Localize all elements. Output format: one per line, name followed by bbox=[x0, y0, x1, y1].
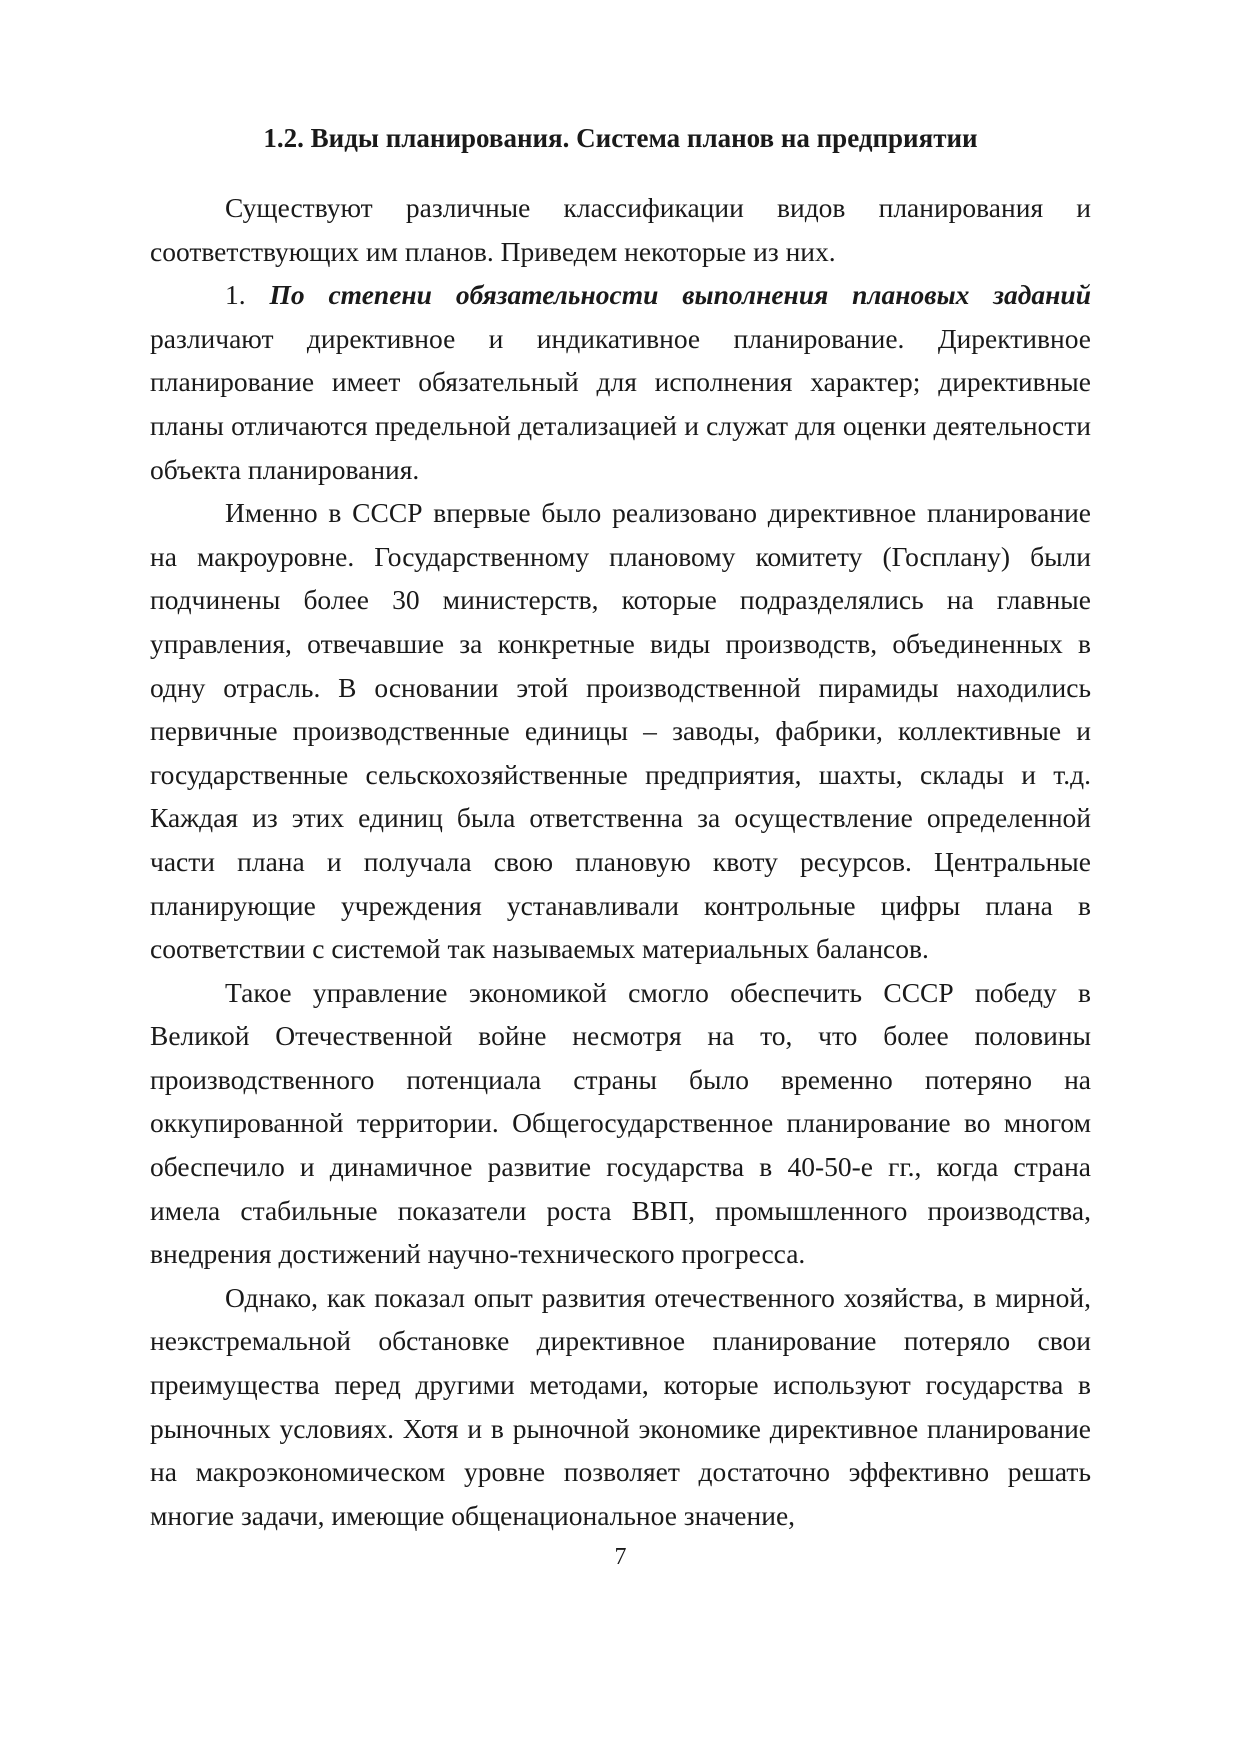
section-heading: 1.2. Виды планирования. Система планов на предприятии bbox=[263, 123, 978, 153]
paragraph-market-conditions: Однако, как показал опыт развития отечественного хозяйства, в мирной, неэкстремальной обстановке директивное планирование потеряло свои преимущества перед другими методами, которые используют государства в рыночных условиях. Хотя и в рыночной экономике директивное планирование на макроэкономическом уровне позволяет достаточно эффективно решать многие задачи, имеющие общенациональное значение, bbox=[150, 1281, 1091, 1531]
list-number: 1. bbox=[225, 279, 270, 311]
paragraph-ussr-planning: Именно в СССР впервые было реализовано директивное планирование на макроуровне. Государственному плановому комитету (Госплану) были подчинены более 30 министерств, которые подразделялись на главные управления, отвечавшие за конкретные виды производств, объединенных в одну отрасль. В основании этой производственной пирамиды находились первичные производственные единицы – заводы, фабрики, коллективные и государственные сельскохозяйственные предприятия, шахты, склады и т.д. Каждая из этих единиц была ответственна за осуществление определенной части плана и получала свою плановую квоту ресурсов. Центральные планирующие учреждения устанавливали контрольные цифры плана в соответствии с системой так называемых материальных балансов. bbox=[150, 497, 1091, 965]
term-highlight: По степени обязательности выполнения плановых заданий bbox=[269, 279, 1091, 311]
paragraph-classification-1-text: различают директивное и индикативное планирование. Директивное планирование имеет обязательный для исполнения характер; директивные планы отличаются предельной детализацией и служат для оценки деятельности объекта планирования. bbox=[150, 322, 1091, 485]
paragraph-intro: Существуют различные классификации видов планирования и соответствующих им планов. Приведем некоторые из них. bbox=[150, 192, 1091, 267]
paragraph-classification-1 bbox=[150, 273, 1091, 491]
page-number: 7 bbox=[614, 1544, 627, 1570]
body-text bbox=[150, 186, 1091, 1537]
paragraph-war-economy: Такое управление экономикой смогло обеспечить СССР победу в Великой Отечественной войне несмотря на то, что более половины производственного потенциала страны было временно потеряно на оккупированной территории. Общегосударственное планирование во многом обеспечило и динамичное развитие государства в 40-50-е гг., когда страна имела стабильные показатели роста ВВП, промышленного производства, внедрения достижений научно-технического прогресса. bbox=[150, 976, 1091, 1270]
